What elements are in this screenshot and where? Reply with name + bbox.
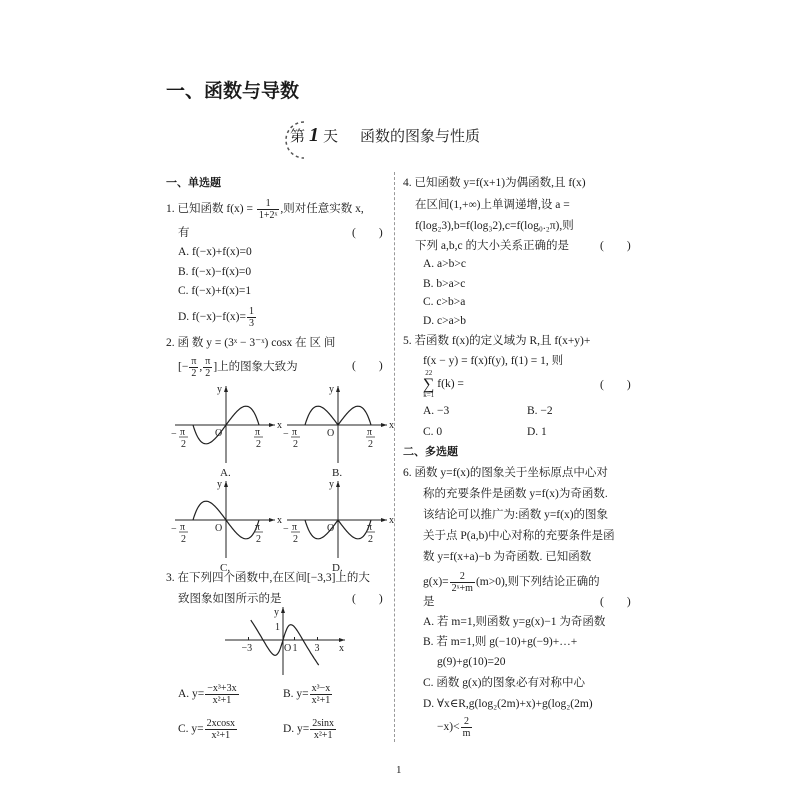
q2-graph-option-a xyxy=(170,378,282,483)
y-label: y xyxy=(217,384,222,395)
g-prefix: g(x)= xyxy=(423,576,449,589)
tick-pi: π xyxy=(367,427,373,438)
q5-option-d: D. 1 xyxy=(527,426,547,438)
den: 2ˣ+m xyxy=(451,583,473,594)
num: 2 xyxy=(461,716,473,728)
q6-g-definition xyxy=(423,571,600,594)
q2-graph-option-d xyxy=(282,473,394,578)
x-arrow-icon xyxy=(381,423,387,427)
q1-option-c: C. f(−x)+f(x)=1 xyxy=(178,285,252,297)
y-arrow-icon xyxy=(336,386,340,392)
q6-line5: 数 y=f(x+a)−b 为奇函数. 已知函数 xyxy=(423,551,592,563)
column-divider xyxy=(394,172,395,742)
summation xyxy=(423,370,434,399)
q5-line1: 5. 若函数 f(x)的定义域为 R,且 f(x+y)+ xyxy=(403,335,591,347)
q2-stem-line1: 2. 函 数 y = (3ˣ − 3⁻ˣ) cosx 在 区 间 xyxy=(166,337,336,349)
frac xyxy=(189,356,198,379)
x-arrow-icon xyxy=(339,638,345,642)
text: −x)< xyxy=(437,721,460,734)
y-label: y xyxy=(329,384,334,395)
q1-option-d xyxy=(178,306,257,329)
tick-two: 2 xyxy=(293,439,298,450)
heading-single-choice: 一、单选题 xyxy=(166,176,221,189)
y-label: y xyxy=(274,607,279,618)
option-label: B. xyxy=(332,467,343,479)
q6-option-d: D. ∀x∈R,g(log₂(2m)+x)+g(log₂(2m) xyxy=(423,698,593,710)
num: 2sinx xyxy=(312,718,334,729)
x-arrow-icon xyxy=(269,518,275,522)
label: D. y= xyxy=(283,723,310,736)
q2-stem-line2 xyxy=(178,356,298,379)
frac xyxy=(203,356,212,379)
q5-option-c: C. 0 xyxy=(423,426,443,438)
day-number: 1 xyxy=(309,124,320,146)
origin-label: O xyxy=(284,643,292,654)
tick-pi: π xyxy=(180,522,186,533)
interval-close: ]上的图象大致为 xyxy=(213,361,298,374)
sum-lower: k=1 xyxy=(423,391,435,399)
option-label: A. xyxy=(220,467,231,479)
frac xyxy=(205,683,238,706)
q1-option-b: B. f(−x)−f(x)=0 xyxy=(178,266,252,278)
q6-line4: 关于点 P(a,b)中心对称的充要条件是函 xyxy=(423,530,615,542)
num: −x³+3x xyxy=(207,683,237,694)
q5-answer-bracket: ( ) xyxy=(600,379,631,391)
q4-option-b: B. b>a>c xyxy=(423,278,466,290)
tick-pi: π xyxy=(367,522,373,533)
interval-open: [− xyxy=(178,361,189,374)
q4-line1: 4. 已知函数 y=f(x+1)为偶函数,且 f(x) xyxy=(403,177,586,189)
section-title: 一、函数与导数 xyxy=(166,80,300,102)
q6-option-b-cont: g(9)+g(10)=20 xyxy=(437,656,506,668)
frac xyxy=(461,716,473,739)
option-label: D. xyxy=(332,562,343,574)
q4-option-c: C. c>b>a xyxy=(423,296,466,308)
sum-body: f(k) = xyxy=(437,378,464,391)
tick-two: 2 xyxy=(368,534,373,545)
q6-line3: 该结论可以推广为:函数 y=f(x)的图象 xyxy=(423,509,609,521)
den: x²+1 xyxy=(311,695,331,706)
frac xyxy=(450,571,475,594)
tick-two: 2 xyxy=(181,439,186,450)
den: 2 xyxy=(191,368,197,379)
x-label: x xyxy=(389,420,394,431)
q4-line2: 在区间(1,+∞)上单调递增,设 a = xyxy=(415,199,570,211)
q1-option-d-fraction xyxy=(247,306,256,329)
x-label: x xyxy=(389,515,394,526)
q3-option-a xyxy=(178,683,240,706)
y-label: y xyxy=(329,479,334,490)
q4-option-a: A. a>b>c xyxy=(423,258,466,270)
q3-answer-bracket: ( ) xyxy=(352,593,383,605)
tick-two: 2 xyxy=(256,534,261,545)
frac xyxy=(205,718,237,741)
origin-label: O xyxy=(215,523,223,534)
tick-pi: π xyxy=(292,522,298,533)
x-label: x xyxy=(277,515,282,526)
frac xyxy=(310,683,333,706)
tick-two: 2 xyxy=(181,534,186,545)
tick-1-x: 1 xyxy=(292,643,298,654)
q5-line2: f(x − y) = f(x)f(y), f(1) = 1, 则 xyxy=(423,355,564,367)
q1-den: 1+2ˣ xyxy=(258,210,278,221)
q6-option-a: A. 若 m=1,则函数 y=g(x)−1 为奇函数 xyxy=(423,616,606,628)
q4-option-d: D. c>a>b xyxy=(423,315,466,327)
day-topic: 函数的图象与性质 xyxy=(360,127,481,145)
q3-stem-line1: 3. 在下列四个函数中,在区间[−3,3]上的大 xyxy=(166,572,370,584)
q2-graph-option-b xyxy=(282,378,394,483)
q4-line3: f(log₂3),b=f(log₃2),c=f(log₀.₂π),则 xyxy=(415,220,574,232)
g-suffix: (m>0),则下列结论正确的 xyxy=(475,576,600,589)
comma: , xyxy=(199,361,203,374)
origin-label: O xyxy=(327,523,335,534)
y-label: y xyxy=(217,479,222,490)
origin-label: O xyxy=(215,428,223,439)
num: 2 xyxy=(450,571,475,583)
q5-option-b: B. −2 xyxy=(527,405,553,417)
neg-sign: − xyxy=(171,429,177,440)
q6-line2: 称的充要条件是函数 y=f(x)为奇函数. xyxy=(423,488,608,500)
q3-option-c xyxy=(178,718,238,741)
q5-sum xyxy=(423,370,464,399)
q1-answer-bracket: ( ) xyxy=(352,227,383,239)
day-suffix: 天 xyxy=(323,127,339,145)
tick-two: 2 xyxy=(293,534,298,545)
q1-line2: 有 xyxy=(178,227,190,239)
q2-graph-option-c xyxy=(170,473,282,578)
neg-sign: − xyxy=(283,524,289,535)
tick-two: 2 xyxy=(368,439,373,450)
num: 2xcosx xyxy=(206,718,235,729)
den: x²+1 xyxy=(211,730,231,741)
x-arrow-icon xyxy=(381,518,387,522)
q2-answer-bracket: ( ) xyxy=(352,360,383,372)
tick-pi: π xyxy=(255,522,261,533)
label: B. y= xyxy=(283,688,309,701)
tick-pi: π xyxy=(180,427,186,438)
den: m xyxy=(462,728,471,739)
y-arrow-icon xyxy=(281,607,285,613)
option-label: C. xyxy=(220,562,231,574)
q1-option-d-text: D. f(−x)−f(x)= xyxy=(178,311,246,324)
tick-neg3: −3 xyxy=(241,643,253,654)
day-prefix: 第 xyxy=(290,127,306,145)
q3-stem-line2: 致图象如图所示的是 xyxy=(178,593,282,605)
q3-option-d xyxy=(283,718,337,741)
y-arrow-icon xyxy=(224,386,228,392)
x-label: x xyxy=(277,420,282,431)
q6-line1: 6. 函数 y=f(x)的图象关于坐标原点中心对 xyxy=(403,467,608,479)
neg-sign: − xyxy=(283,429,289,440)
num: x³−x xyxy=(311,683,331,694)
q1-fraction xyxy=(257,198,280,221)
tick-1-y: 1 xyxy=(275,622,280,633)
tick-two: 2 xyxy=(256,439,261,450)
tick-pi: π xyxy=(292,427,298,438)
heading-multi-choice: 二、多选题 xyxy=(403,445,458,458)
frac xyxy=(310,718,336,741)
day-title xyxy=(290,124,481,146)
q6-option-b: B. 若 m=1,则 g(−10)+g(−9)+…+ xyxy=(423,636,578,648)
sum-upper: 22 xyxy=(425,369,433,377)
label: A. y= xyxy=(178,688,205,701)
label: C. y= xyxy=(178,723,204,736)
q6-answer-bracket: ( ) xyxy=(600,596,631,608)
q5-option-a: A. −3 xyxy=(423,405,450,417)
q1-option-a: A. f(−x)+f(x)=0 xyxy=(178,246,252,258)
sum-sign: ∑ xyxy=(423,376,435,393)
q3-function-graph xyxy=(225,605,350,680)
tick-pos3: 3 xyxy=(314,643,320,654)
q1-stem xyxy=(166,198,364,221)
q1-num: 1 xyxy=(257,198,280,210)
q6-line-last: 是 xyxy=(423,596,435,608)
q6-option-d-cont xyxy=(437,716,473,739)
q4-line4: 下列 a,b,c 的大小关系正确的是 xyxy=(415,240,569,252)
q6-option-c: C. 函数 g(x)的图象必有对称中心 xyxy=(423,677,585,689)
q1-prefix: 1. 已知函数 f(x) = xyxy=(166,203,256,216)
origin-label: O xyxy=(327,428,335,439)
x-arrow-icon xyxy=(269,423,275,427)
num: π xyxy=(191,356,197,367)
y-arrow-icon xyxy=(224,481,228,487)
page-number: 1 xyxy=(396,764,402,776)
neg-sign: − xyxy=(171,524,177,535)
q3-option-b xyxy=(283,683,333,706)
den: x²+1 xyxy=(313,730,333,741)
q1-suffix: ,则对任意实数 x, xyxy=(280,203,364,216)
q4-answer-bracket: ( ) xyxy=(600,240,631,252)
den: 3 xyxy=(249,318,254,329)
num: π xyxy=(205,356,211,367)
num: 1 xyxy=(249,306,254,317)
den: 2 xyxy=(205,368,211,379)
tick-pi: π xyxy=(255,427,261,438)
x-label: x xyxy=(339,643,344,654)
den: x²+1 xyxy=(212,695,232,706)
y-arrow-icon xyxy=(336,481,340,487)
